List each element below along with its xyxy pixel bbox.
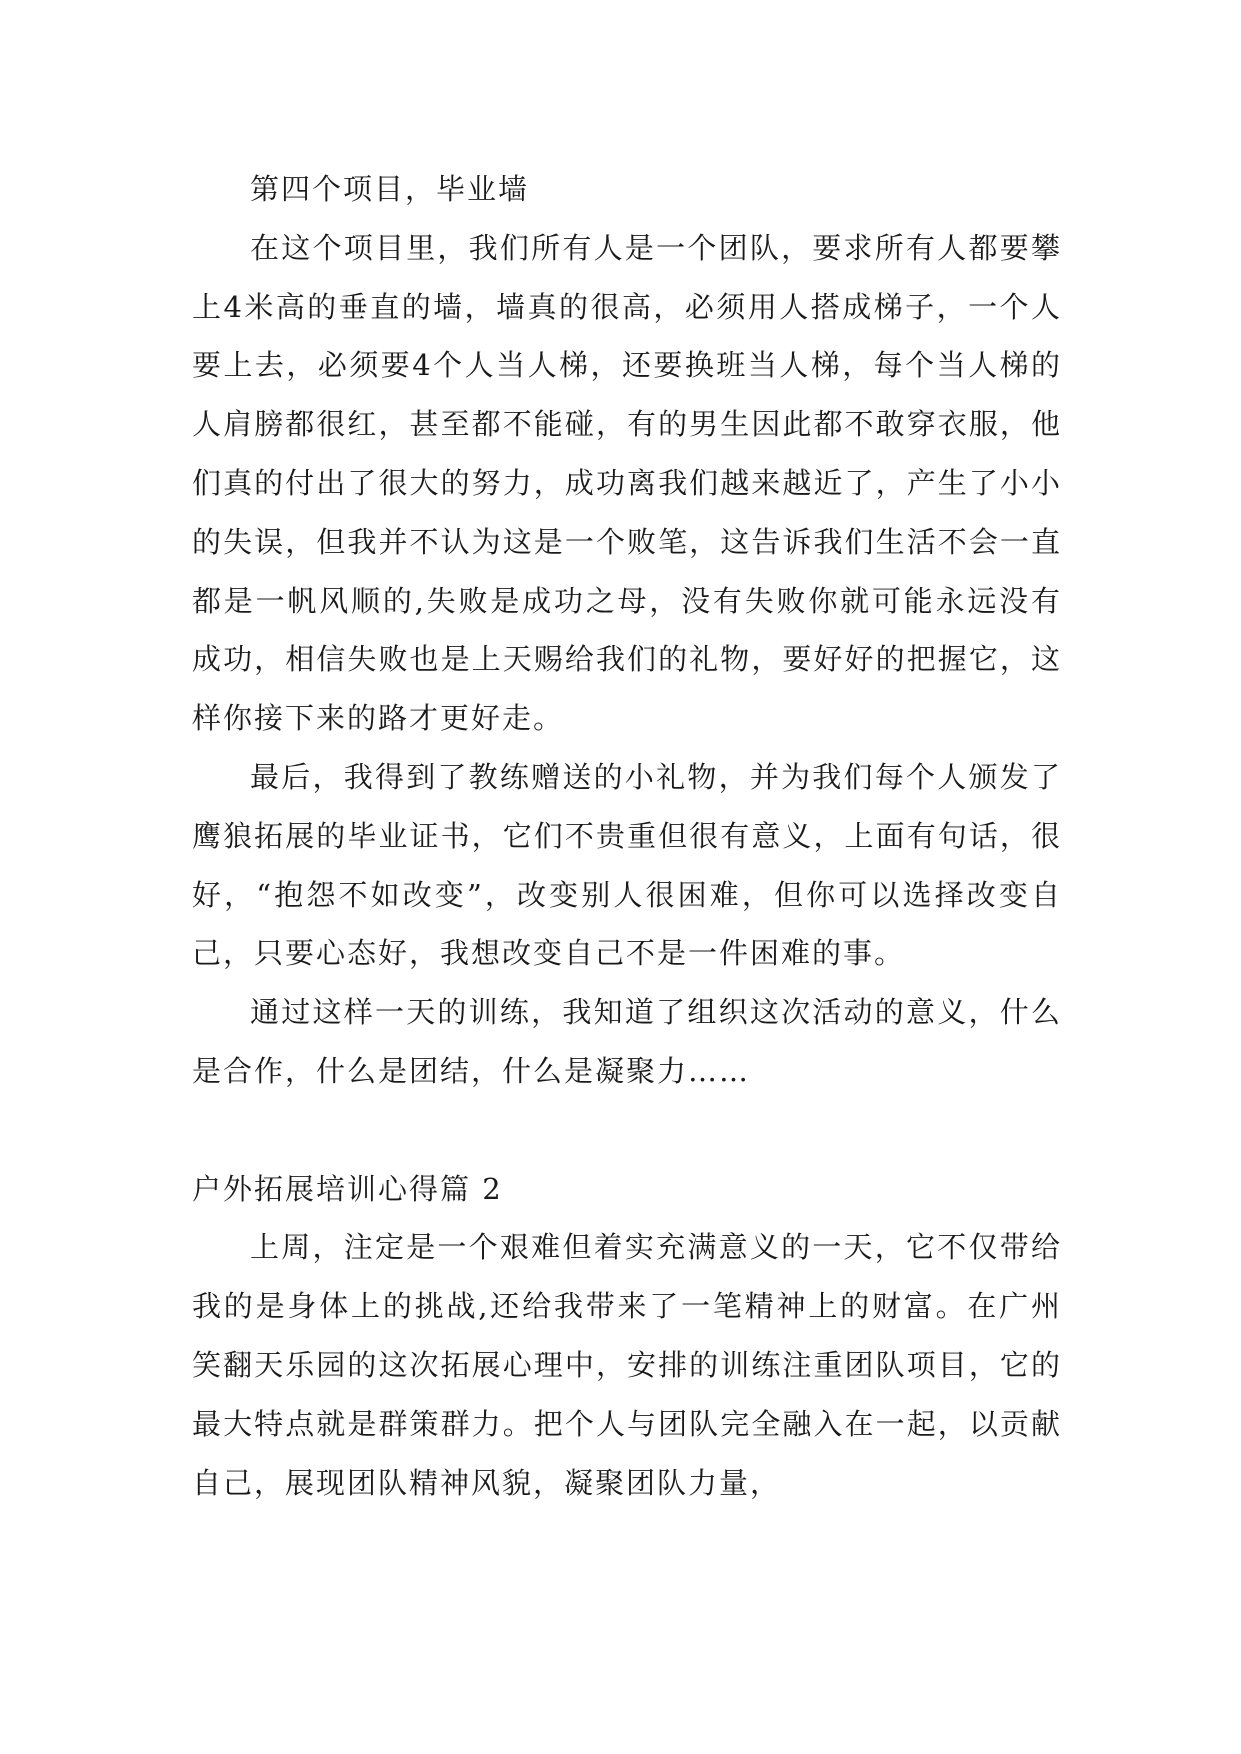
paragraph: 最后，我得到了教练赠送的小礼物，并为我们每个人颁发了鹰狼拓展的毕业证书，它们不贵重但很有意义，上面有句话，很好，“抱怨不如改变”，改变别人很困难，但你可以选择改变自己，只要心态好，我想改变自己不是一件困难的事。 xyxy=(192,759,1062,971)
section-spacer xyxy=(192,1101,1062,1160)
document-body xyxy=(192,160,1062,1512)
section-heading: 户外拓展培训心得篇 2 xyxy=(192,1171,503,1206)
paragraph: 在这个项目里，我们所有人是一个团队，要求所有人都要攀上4米高的垂直的墙，墙真的很高，必须用人搭成梯子，一个人要上去，必须要4个人当人梯，还要换班当人梯，每个当人梯的人肩膀都很红，甚至都不能碰，有的男生因此都不敢穿衣服，他们真的付出了很大的努力，成功离我们越来越近了，产生了小小的失误，但我并不认为这是一个败笔，这告诉我们生活不会一直都是一帆风顺的,失败是成功之母，没有失败你就可能永远没有成功，相信失败也是上天赐给我们的礼物，要好好的把握它，这样你接下来的路才更好走。 xyxy=(192,230,1062,736)
item-title: 第四个项目，毕业墙 xyxy=(250,172,530,206)
paragraph: 上周，注定是一个艰难但着实充满意义的一天，它不仅带给我的是身体上的挑战,还给我带来了一笔精神上的财富。在广州笑翻天乐园的这次拓展心理中，安排的训练注重团队项目，它的最大特点就是群策群力。把个人与团队完全融入在一起，以贡献自己，展现团队精神风貌，凝聚团队力量， xyxy=(192,1230,1062,1500)
paragraph: 通过这样一天的训练，我知道了组织这次活动的意义，什么是合作，什么是团结，什么是凝聚力…… xyxy=(192,995,1062,1088)
